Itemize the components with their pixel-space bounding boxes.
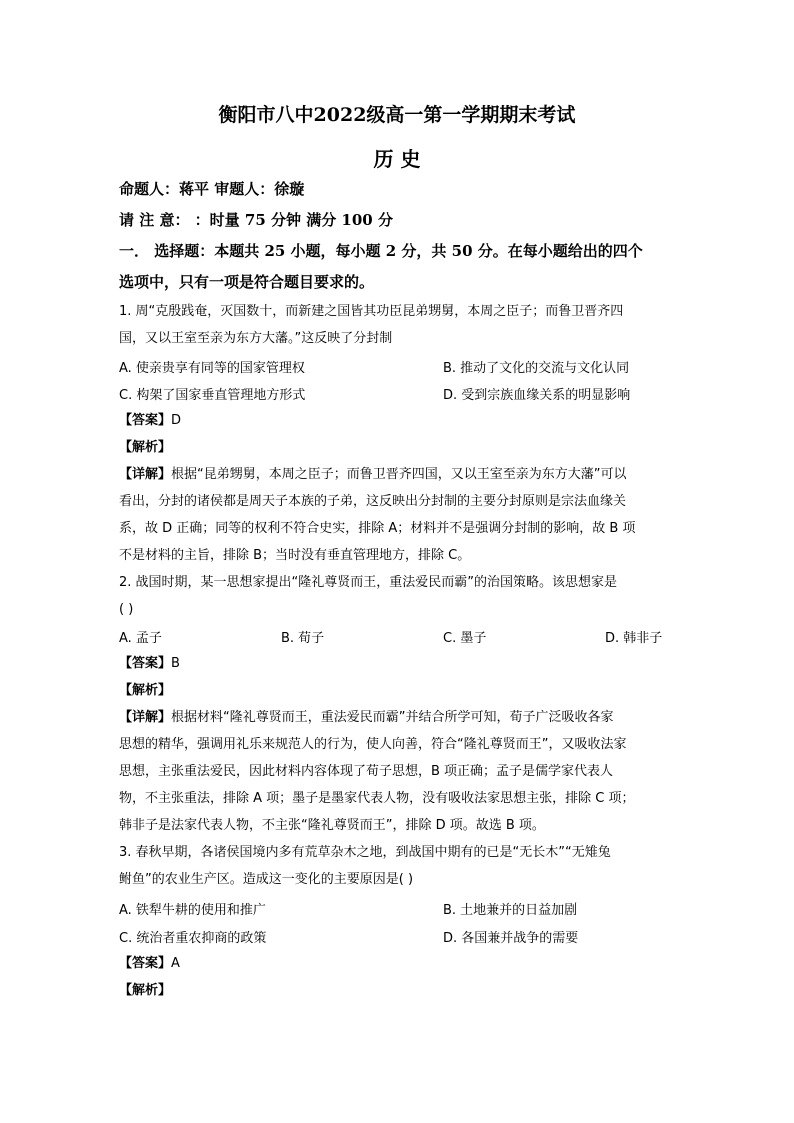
authors-line: 命题人：蒋平 审题人：徐璇 bbox=[119, 180, 305, 198]
detail-tag: 【详解】 bbox=[119, 467, 172, 482]
q2-detail-line5: 韩非子是法家代表人物，不主张“隆礼尊贤而王”，排除 D 项。故选 B 项。 bbox=[119, 818, 545, 833]
q3-option-a: A. 铁犁牛耕的使用和推广 bbox=[119, 903, 266, 918]
q2-analysis-line bbox=[119, 681, 679, 701]
notice-line: 请 注 意： ：时量 75 分钟 满分 100 分 bbox=[119, 211, 393, 229]
subject-title: 历 史 bbox=[373, 147, 421, 171]
q1-detail-line2: 看出，分封的诸侯都是周天子本族的子弟，这反映出分封制的主要分封原则是宗法血缘关 bbox=[119, 494, 627, 509]
analysis-tag: 【解析】 bbox=[119, 983, 172, 998]
q2-option-d: D. 韩非子 bbox=[605, 631, 663, 646]
q1-answer-value: D bbox=[171, 413, 182, 428]
detail-tag: 【详解】 bbox=[119, 710, 172, 725]
answer-tag: 【答案】 bbox=[119, 413, 172, 428]
q3-analysis-line bbox=[119, 981, 679, 1001]
exam-title: 衡阳市八中2022级高一第一学期期末考试 bbox=[218, 104, 576, 126]
q3-option-c: C. 统治者重农抑商的政策 bbox=[119, 931, 267, 946]
q2-answer-line bbox=[119, 654, 679, 674]
q1-detail-line3: 系，故 D 正确；同等的权利不符合史实，排除 A；材料并不是强调分封制的影响，故 B 项 bbox=[119, 521, 636, 536]
q3-answer-line bbox=[119, 954, 679, 974]
q2-option-c: C. 墨子 bbox=[443, 631, 487, 646]
q3-stem-line1: 3. 春秋早期，各诸侯国境内多有荒草杂木之地，到战国中期有的已是“无长木”“无雉兔 bbox=[119, 845, 611, 860]
q2-option-b: B. 荀子 bbox=[281, 631, 325, 646]
q2-detail-line1 bbox=[119, 708, 679, 728]
q1-stem-line2: 国，又以王室至亲为东方大藩。”这反映了分封制 bbox=[119, 331, 393, 346]
answer-tag: 【答案】 bbox=[119, 956, 172, 971]
q1-detail-line4: 不是材料的主旨，排除 B；当时没有垂直管理地方，排除 C。 bbox=[119, 548, 471, 563]
analysis-tag: 【解析】 bbox=[119, 683, 172, 698]
q1-detail-text1: 根据“昆弟甥舅，本周之臣子；而鲁卫晋齐四国，又以王室至亲为东方大藩”可以 bbox=[171, 467, 627, 482]
q1-stem-line1: 1. 周“克殷践奄，灭国数十，而新建之国皆其功臣昆弟甥舅，本周之臣子；而鲁卫晋齐四 bbox=[119, 304, 624, 319]
q2-detail-text1: 根据材料“隆礼尊贤而王，重法爱民而霸”并结合所学可知，荀子广泛吸收各家 bbox=[171, 710, 614, 725]
q1-option-c: C. 构架了国家垂直管理地方形式 bbox=[119, 388, 306, 403]
q2-stem-line1: 2. 战国时期，某一思想家提出“隆礼尊贤而王，重法爱民而霸”的治国策略。该思想家是 bbox=[119, 575, 618, 590]
q2-detail-line4: 物，不主张重法，排除 A 项；墨子是墨家代表人物，没有吸收法家思想主张，排除 C 项； bbox=[119, 791, 635, 806]
q3-option-b: B. 土地兼并的日益加剧 bbox=[443, 903, 578, 918]
q1-option-a: A. 使亲贵享有同等的国家管理权 bbox=[119, 361, 305, 376]
q3-option-d: D. 各国兼并战争的需要 bbox=[443, 931, 579, 946]
answer-tag: 【答案】 bbox=[119, 656, 172, 671]
q1-detail-line1 bbox=[119, 465, 679, 485]
q3-stem-line2: 鲋鱼”的农业生产区。造成这一变化的主要原因是( ) bbox=[119, 872, 414, 887]
q1-option-b: B. 推动了文化的交流与文化认同 bbox=[443, 361, 630, 376]
q2-stem-line2: ( ) bbox=[119, 602, 134, 617]
q2-detail-line3: 思想，主张重法爱民，因此材料内容体现了荀子思想，B 项正确；孟子是儒学家代表人 bbox=[119, 764, 614, 779]
q1-analysis-line bbox=[119, 438, 679, 458]
section-heading-line1: 一． 选择题：本题共 25 小题，每小题 2 分，共 50 分。在每小题给出的四个 bbox=[119, 242, 643, 260]
q1-answer-line bbox=[119, 411, 679, 431]
section-heading-line2: 选项中，只有一项是符合题目要求的。 bbox=[119, 273, 375, 291]
q1-option-d: D. 受到宗族血缘关系的明显影响 bbox=[443, 388, 631, 403]
q3-answer-value: A bbox=[171, 956, 180, 971]
analysis-tag: 【解析】 bbox=[119, 440, 172, 455]
q2-answer-value: B bbox=[171, 656, 180, 671]
q2-option-a: A. 孟子 bbox=[119, 631, 162, 646]
q2-detail-line2: 思想的精华，强调用礼乐来规范人的行为，使人向善，符合“隆礼尊贤而王”，又吸收法家 bbox=[119, 737, 627, 752]
